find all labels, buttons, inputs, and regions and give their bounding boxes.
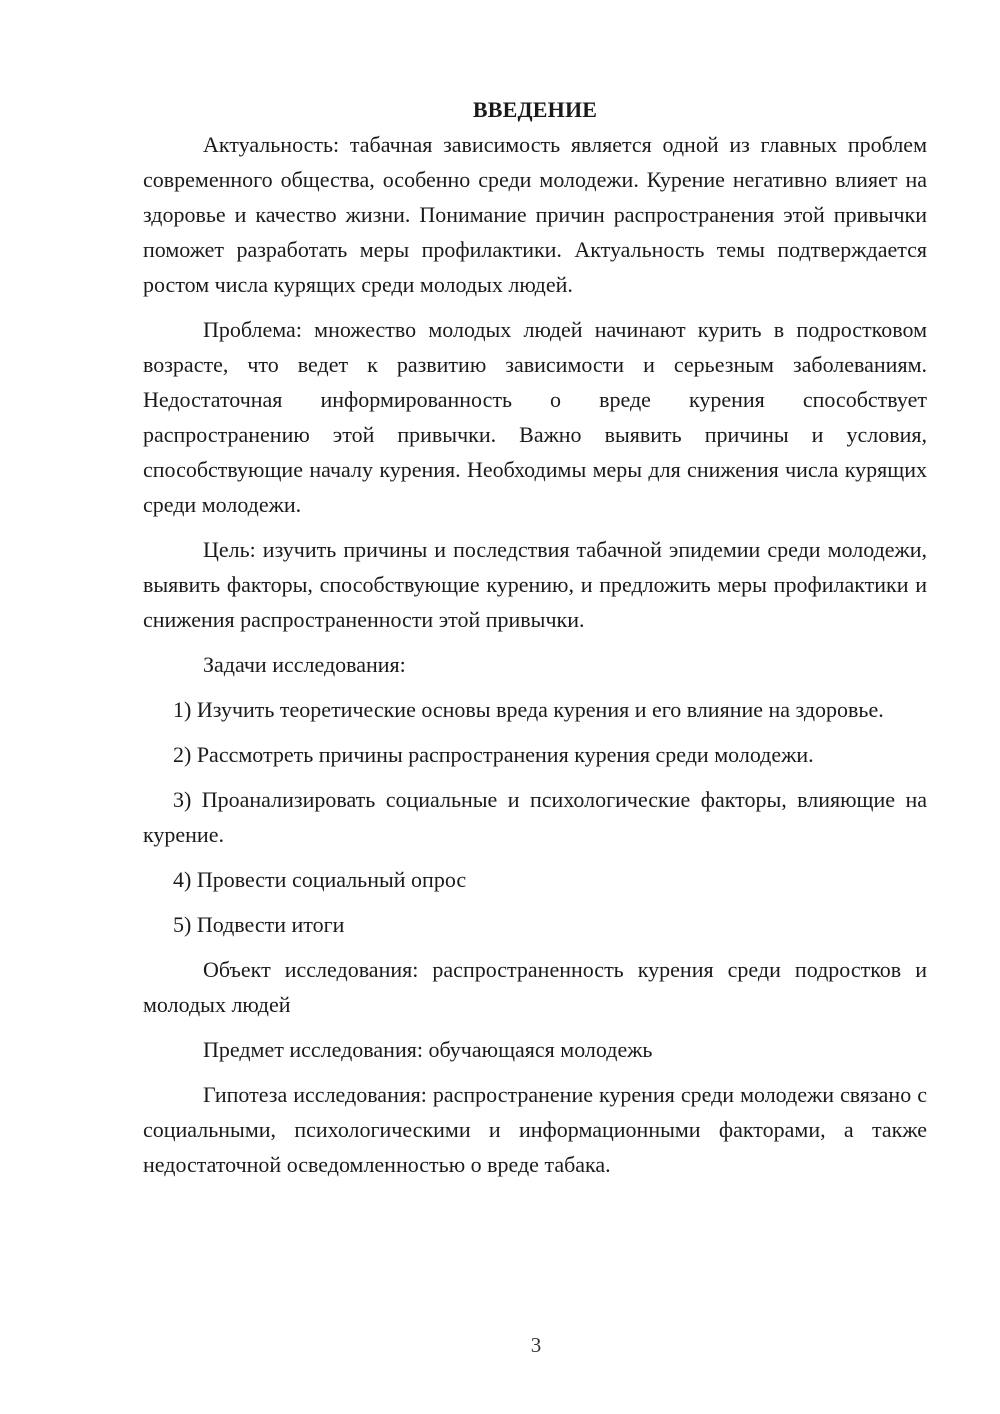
paragraph-object: Объект исследования: распространенность курения среди подростков и молодых людей — [143, 957, 927, 1017]
paragraph-subject: Предмет исследования: обучающаяся молодежь — [203, 1037, 653, 1062]
task-item-5: 5) Подвести итоги — [173, 912, 345, 937]
page-number: 3 — [530, 1333, 542, 1357]
task-item-3: 3) Проанализировать социальные и психологические факторы, влияющие на курение. — [143, 787, 927, 847]
task-item-1: 1) Изучить теоретические основы вреда курения и его влияние на здоровье. — [173, 697, 884, 722]
tasks-heading: Задачи исследования: — [203, 652, 406, 677]
paragraph-hypothesis: Гипотеза исследования: распространение курения среди молодежи связано с социальными, психологическими и информационными факторами, а также недостаточной осведомленностью о вреде табака. — [143, 1082, 927, 1177]
task-item-2: 2) Рассмотреть причины распространения курения среди молодежи. — [173, 742, 814, 767]
task-item-4: 4) Провести социальный опрос — [173, 867, 467, 892]
paragraph-relevance: Актуальность: табачная зависимость является одной из главных проблем современного общества, особенно среди молодежи. Курение негативно влияет на здоровье и качество жизни. Понимание причин распространения этой привычки поможет разработать меры профилактики. Актуальность темы подтверждается ростом числа курящих среди молодых людей. — [143, 132, 927, 297]
document-page — [143, 92, 927, 1182]
section-title: ВВЕДЕНИЕ — [472, 97, 598, 122]
paragraph-goal: Цель: изучить причины и последствия табачной эпидемии среди молодежи, выявить факторы, способствующие курению, и предложить меры профилактики и снижения распространенности этой привычки. — [143, 537, 927, 632]
paragraph-problem: Проблема: множество молодых людей начинают курить в подростковом возрасте, что ведет к развитию зависимости и серьезным заболеваниям. Недостаточная информированность о вреде курения способствует распространению этой привычки. Важно выявить причины и условия, способствующие началу курения. Необходимы меры для снижения числа курящих среди молодежи. — [143, 317, 927, 517]
